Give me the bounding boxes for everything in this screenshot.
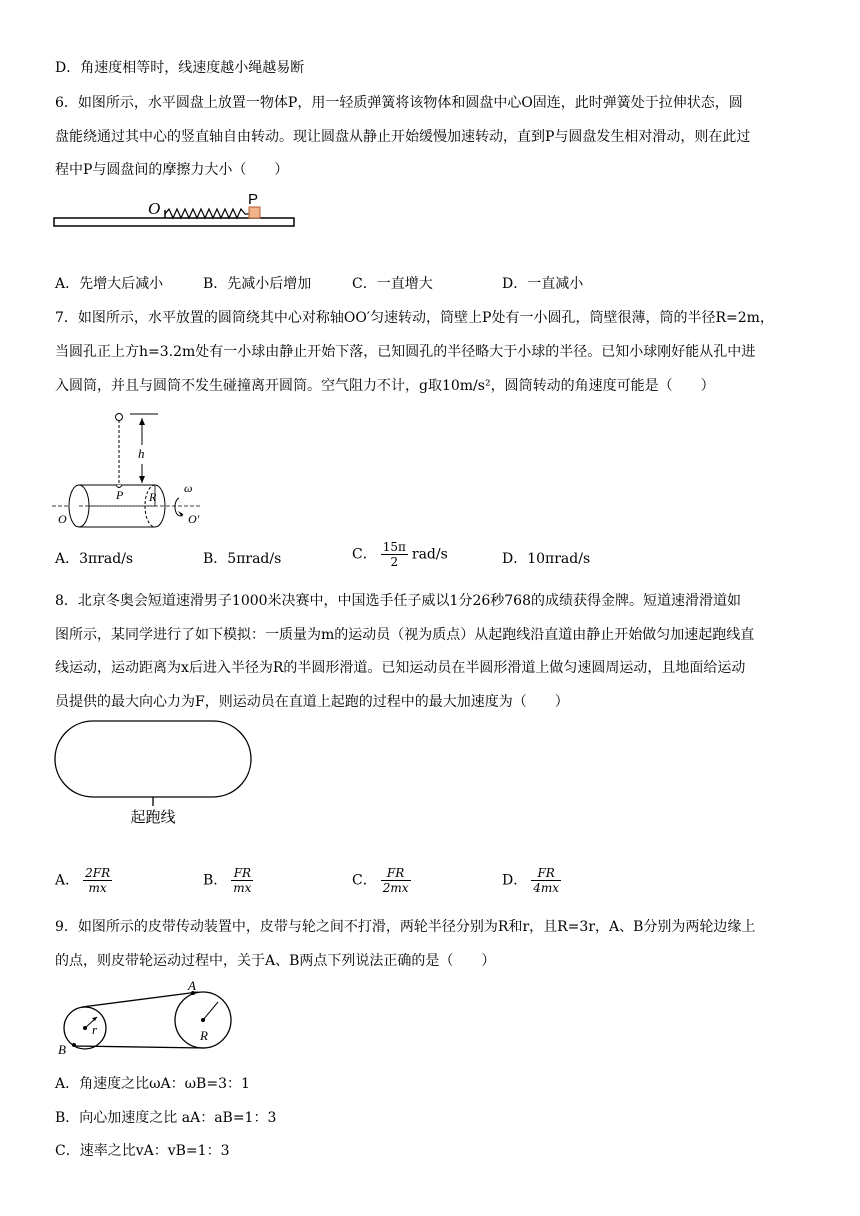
q8-option-d-num: FR xyxy=(531,866,561,881)
q8-option-c-prefix: C． xyxy=(352,872,377,889)
q6-option-a: A．先增大后减小 xyxy=(55,276,164,292)
q7-option-c-den: 2 xyxy=(390,555,399,569)
q9-text-2: 的点，则皮带轮运动过程中，关于A、B两点下列说法正确的是（ ） xyxy=(55,953,496,969)
q9-option-a: A．角速度之比ωA：ωB=3：1 xyxy=(55,1076,250,1092)
q7-option-c-fraction xyxy=(381,540,408,569)
q7-option-c-unit: rad/s xyxy=(411,546,448,563)
q8-option-b-den: mx xyxy=(233,881,252,895)
q8-caption: 起跑线 xyxy=(130,808,176,826)
q8-text-3: 线运动，运动距离为x后进入半径为R的半圆形滑道。已知运动员在半圆形滑道上做匀速圆周运动，且地面给运动 xyxy=(55,660,746,676)
q9-label-r-small: r xyxy=(92,1022,98,1037)
q7-option-c-prefix: C． xyxy=(352,546,377,563)
q9-option-c: C．速率之比vA：vB=1：3 xyxy=(55,1143,230,1159)
q8-option-d-den: 4mx xyxy=(533,881,560,895)
q9-label-a: A xyxy=(188,980,196,993)
q9-figure xyxy=(52,980,232,1060)
q7-label-p: P xyxy=(116,488,124,502)
q7-option-a: A．3πrad/s xyxy=(55,551,134,567)
q7-option-b: B．5πrad/s xyxy=(203,551,282,567)
q7-text-2: 当圆孔正上方h=3.2m处有一小球由静止开始下落，已知圆孔的半径略大于小球的半径。已知小球刚好能从孔中进 xyxy=(55,344,756,360)
q8-option-a xyxy=(55,866,116,895)
q7-option-c-num: 15π xyxy=(382,540,406,554)
q9-text-1: 9．如图所示的皮带传动装置中，皮带与轮之间不打滑，两轮半径分别为R和r，且R=3r，A、B分别为两轮边缘上 xyxy=(55,919,756,935)
q6-option-c: C．一直增大 xyxy=(352,276,433,292)
q7-label-o: O xyxy=(58,512,67,526)
q8-option-d xyxy=(502,866,565,895)
q8-option-c-fraction xyxy=(381,866,411,895)
q7-label-r: R xyxy=(149,490,157,504)
q8-option-b-num: FR xyxy=(231,866,253,881)
q9-label-r-large: R xyxy=(200,1028,208,1043)
q7-label-h: h xyxy=(138,446,145,461)
q8-option-b-prefix: B． xyxy=(203,872,228,889)
q7-text-1: 7．如图所示，水平放置的圆筒绕其中心对称轴OO′匀速转动，筒壁上P处有一小圆孔，筒壁很薄，筒的半径R=2m， xyxy=(55,310,774,326)
q8-option-c xyxy=(352,866,415,895)
q6-label-p: P xyxy=(248,192,259,208)
q8-option-a-fraction xyxy=(83,866,112,895)
q6-text-2: 盘能绕通过其中心的竖直轴自由转动。现让圆盘从静止开始缓慢加速转动，直到P与圆盘发生相对滑动，则在此过 xyxy=(55,129,751,145)
q8-text-1: 8．北京冬奥会短道速滑男子1000米决赛中，中国选手任子威以1分26秒768的成绩获得金牌。短道速滑滑道如 xyxy=(55,593,741,609)
q8-option-a-num: 2FR xyxy=(85,866,111,880)
q6-figure xyxy=(52,192,302,232)
q7-option-d: D．10πrad/s xyxy=(502,551,591,567)
q8-option-d-prefix: D． xyxy=(502,872,528,889)
q6-option-b: B．先减小后增加 xyxy=(203,276,312,292)
q7-label-o-prime: O′ xyxy=(188,512,200,526)
q6-text-1: 6．如图所示，水平圆盘上放置一物体P，用一轻质弹簧将该物体和圆盘中心O固连，此时弹簧处于拉伸状态，圆 xyxy=(55,95,743,111)
q8-option-b-fraction xyxy=(231,866,253,895)
q7-figure xyxy=(52,410,212,530)
q8-text-2: 图所示，某同学进行了如下模拟：一质量为m的运动员（视为质点）从起跑线沿直道由静止开始做匀加速起跑线直 xyxy=(55,627,755,643)
q6-label-o: O xyxy=(148,199,161,218)
q7-label-omega: ω xyxy=(184,481,193,495)
q8-option-d-fraction xyxy=(531,866,561,895)
q8-figure xyxy=(52,718,257,828)
q7-text-3: 入圆筒，并且与圆筒不发生碰撞离开圆筒。空气阻力不计，g取10m/s²，圆筒转动的角速度可能是（ ） xyxy=(55,378,715,394)
q7-option-c xyxy=(352,540,448,569)
q9-label-b: B xyxy=(58,1042,66,1057)
q8-option-c-den: 2mx xyxy=(382,881,409,895)
q6-option-d: D．一直减小 xyxy=(502,276,584,292)
q5-option-d: D．角速度相等时，线速度越小绳越易断 xyxy=(55,60,305,76)
q6-text-3: 程中P与圆盘间的摩擦力大小（ ） xyxy=(55,162,289,178)
q9-option-b: B．向心加速度之比 aA：aB=1：3 xyxy=(55,1110,277,1126)
q8-option-b xyxy=(203,866,257,895)
q8-option-a-den: mx xyxy=(88,881,107,895)
q8-option-a-prefix: A． xyxy=(55,872,80,889)
q8-text-4: 员提供的最大向心力为F，则运动员在直道上起跑的过程中的最大加速度为（ ） xyxy=(55,694,569,710)
q8-option-c-num: FR xyxy=(381,866,411,881)
